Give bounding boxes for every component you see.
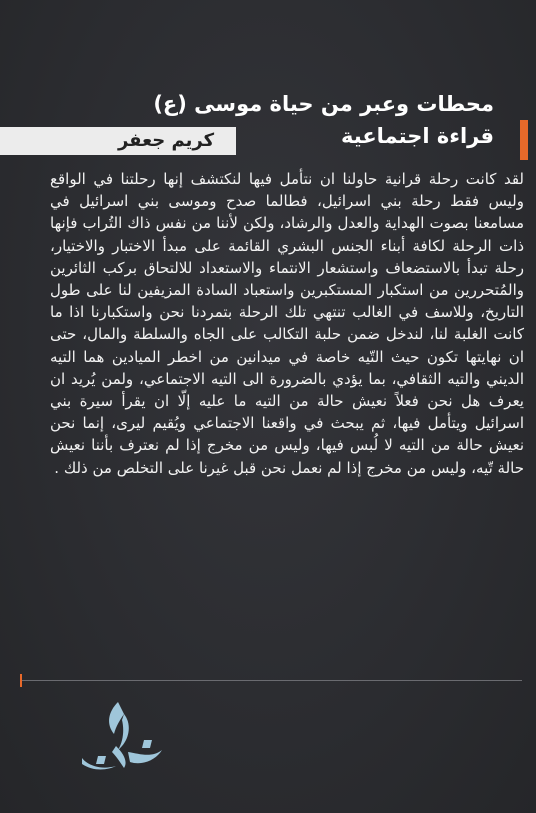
divider-line (22, 680, 522, 681)
blurb-paragraph: لقد كانت رحلة قرانية حاولنا ان نتأمل فيها لنكتشف إنها رحلتنا في الواقع وليس فقط رحلة بني اسرائيل، فطالما صدح وموسى بني اسرائيل في مسامعنا بصوت الهداية والعدل والرشاد، ولكن لأننا من نفس ذاك التُراب فإنها ذات الرحلة لكافة أبناء الجنس البشري القائمة على مبدأ الاختبار والاختيار، رحلة تبدأ بالاستضعاف واستشعار الانتماء والاستعداد للالتحاق بركب الثائرين والمُتحررين من استكبار المستكبرين واستعباد السادة المزيفين لنا على طول التاريخ، وللاسف في الغالب تنتهي تلك الرحلة بتمردنا نحن واستكبارنا اذا ما كانت الغلبة لنا، لندخل ضمن حلبة التكالب على الجاه والسلطة والمال، حتى ان نهايتها تكون حيث التّيه خاصة في ميدانين من اخطر الميادين هما التيه الديني والتيه الثقافي، بما يؤدي بالضرورة الى التيه الاجتماعي، ولمن يُريد ان يعرف هل نحن فعلاً نعيش حالة من التيه ما عليه إلّا ان يقرأ سيرة بني اسرائيل ويتأمل فيها، ثم يبحث في واقعنا الاجتماعي ويُقيم ليرى، إنما نحن نعيش حالة من التيه لا لُبس فيها، وليس من مخرج إذا لم نعترف بأننا نعيش حالة تّيه، وليس من مخرج إذا لم نعمل نحن قبل غيرنا على التخلص من ذلك . (50, 170, 524, 477)
accent-bar (520, 120, 528, 160)
publisher-logo-icon (58, 696, 188, 792)
divider-accent-tick (20, 674, 22, 687)
book-subtitle: قراءة اجتماعية (341, 124, 494, 148)
blurb-text (50, 168, 524, 479)
book-title: محطات وعبر من حياة موسى (ع) (153, 92, 494, 116)
author-name: كريم جعفر (117, 130, 215, 151)
